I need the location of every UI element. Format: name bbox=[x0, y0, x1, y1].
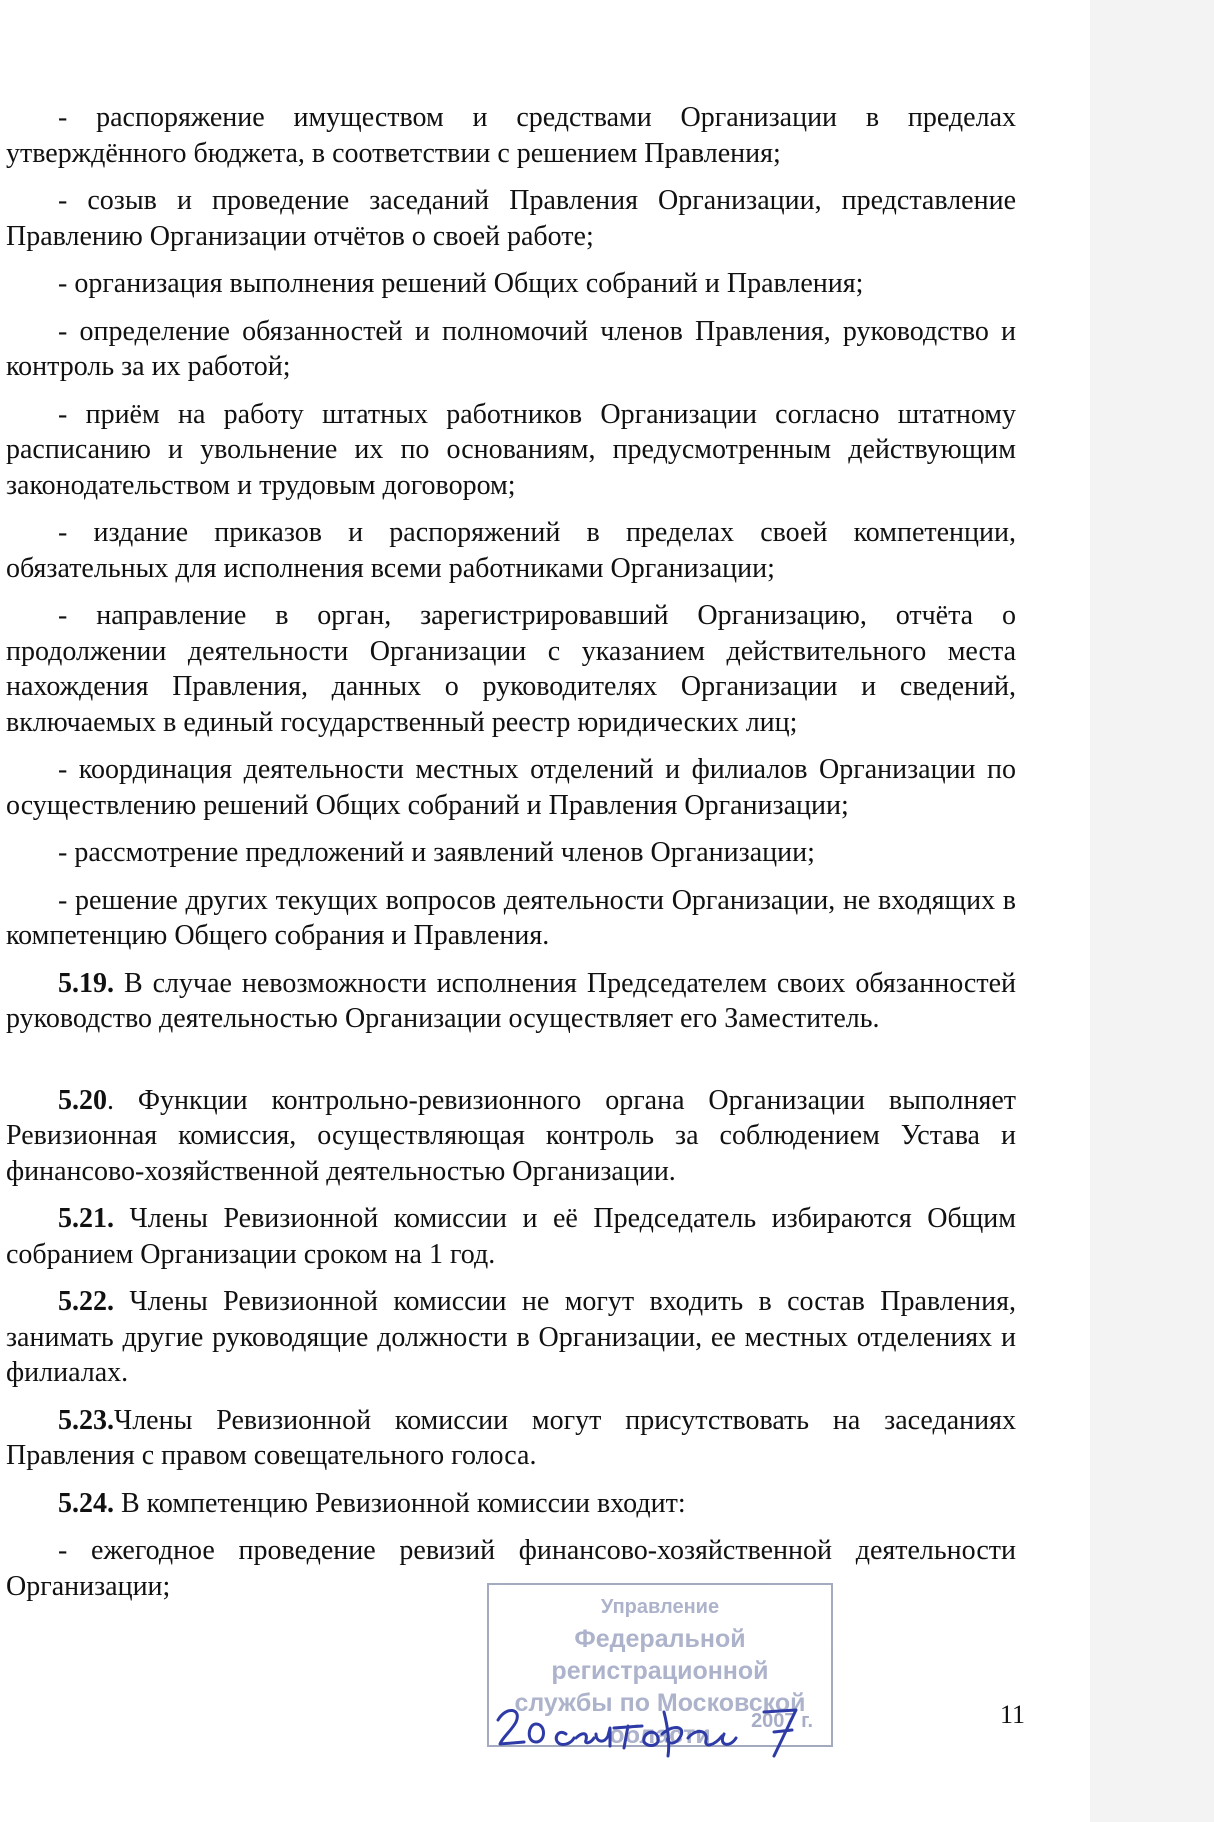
paragraph: - координация деятельности местных отделений и филиалов Организации по осуществлению решений Общих собраний и Правления Организации; bbox=[6, 754, 1016, 821]
section-5-20: 5.20. Функции контрольно-ревизионного органа Организации выполняет Ревизионная комиссия, осуществляющая контроль за соблюдением Устава и финансово-хозяйственной деятельностью Организации. bbox=[6, 1084, 1016, 1187]
section-5-19: 5.19. В случае невозможности исполнения Председателем своих обязанностей руководство деятельностью Организации осуществляет его Заместитель. bbox=[6, 967, 1016, 1034]
paragraph: - организация выполнения решений Общих собраний и Правления; bbox=[58, 268, 864, 299]
section-5-23: 5.23.Члены Ревизионной комиссии могут присутствовать на заседаниях Правления с правом совещательного голоса. bbox=[6, 1404, 1016, 1471]
stamp-line: службы по Московской области bbox=[514, 1689, 806, 1749]
section-5-21: 5.21. Члены Ревизионной комиссии и её Председатель избираются Общим собранием Организации сроком на 1 год. bbox=[6, 1203, 1016, 1270]
paragraph: - созыв и проведение заседаний Правления Организации, представление Правлению Организации отчётов о своей работе; bbox=[6, 185, 1016, 252]
paragraph: - рассмотрение предложений и заявлений членов Организации; bbox=[58, 837, 815, 868]
paragraph: - направление в орган, зарегистрировавший Организацию, отчёта о продолжении деятельности Организации с указанием действительного места нахождения Правления, данных о руководителях Организации и сведений, включаемых в единый государственный реестр юридических лиц; bbox=[6, 600, 1016, 738]
section-5-22: 5.22. Члены Ревизионной комиссии не могут входить в состав Правления, занимать другие руководящие должности в Организации, ее местных отделениях и филиалах. bbox=[6, 1286, 1016, 1388]
paragraph: - решение других текущих вопросов деятельности Организации, не входящих в компетенцию Общего собрания и Правления. bbox=[6, 884, 1016, 951]
document-body bbox=[6, 100, 1016, 1616]
paragraph: - распоряжение имуществом и средствами Организации в пределах утверждённого бюджета, в соответствии с решением Правления; bbox=[6, 102, 1016, 169]
handwritten-date-signature bbox=[492, 1698, 832, 1760]
stamp-line: 2007 г. bbox=[751, 1710, 813, 1732]
page-number: 11 bbox=[1000, 1700, 1026, 1729]
section-5-24: 5.24. В компетенцию Ревизионной комиссии входит: bbox=[58, 1487, 686, 1519]
stamp-line: Управление bbox=[600, 1596, 720, 1618]
paragraph: - приём на работу штатных работников Организации согласно штатному расписанию и увольнение их по основаниям, предусмотренным действующим законодательством и трудовым договором; bbox=[6, 398, 1016, 501]
paragraph: - определение обязанностей и полномочий членов Правления, руководство и контроль за их работой; bbox=[6, 315, 1016, 382]
paragraph: - издание приказов и распоряжений в пределах своей компетенции, обязательных для исполнения всеми работниками Организации; bbox=[6, 517, 1016, 584]
stamp-line: Федеральной регистрационной bbox=[551, 1625, 769, 1685]
paragraph: - ежегодное проведение ревизий финансово-хозяйственной деятельности Организации; bbox=[6, 1535, 1016, 1602]
